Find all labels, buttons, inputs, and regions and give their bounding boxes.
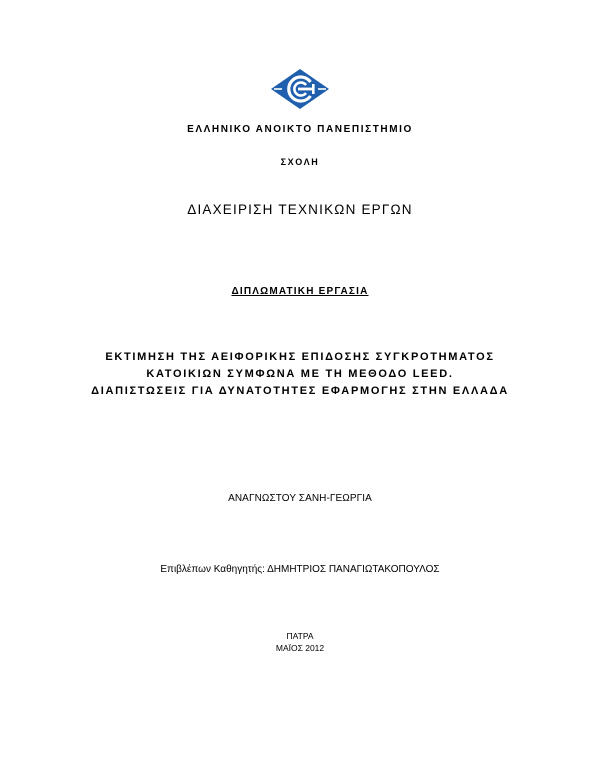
thesis-type-heading (0, 286, 600, 297)
author-name: ΑΝΑΓΝΩΣΤΟΥ ΣΑΝΗ-ΓΕΩΡΓΙΑ (228, 493, 372, 504)
thesis-title-line-1: ΕΚΤΙΜΗΣΗ ΤΗΣ ΑΕΙΦΟΡΙΚΗΣ ΕΠΙΔΟΣΗΣ ΣΥΓΚΡΟΤΗΜΑΤΟΣ (105, 351, 495, 363)
supervisor-line: Επιβλέπων Καθηγητής: ΔΗΜΗΤΡΙΟΣ ΠΑΝΑΓΙΩΤΑΚΟΠΟΥΛΟΣ (160, 564, 440, 575)
thesis-title-line-2: ΚΑΤΟΙΚΙΩΝ ΣΥΜΦΩΝΑ ΜΕ ΤΗ ΜΕΘΟΔΟ LEED. (146, 368, 454, 380)
school-name: ΣΧΟΛΗ (280, 157, 320, 167)
thesis-type-label: ΔΙΠΛΩΜΑΤΙΚΗ ΕΡΓΑΣΙΑ (231, 286, 369, 297)
city-name: ΠΑΤΡΑ (286, 631, 314, 641)
publication-date: ΜΑΪΟΣ 2012 (275, 643, 325, 653)
thesis-title-line-3: ΔΙΑΠΙΣΤΩΣΕΙΣ ΓΙΑ ΔΥΝΑΤΟΤΗΤΕΣ ΕΦΑΡΜΟΓΗΣ ΣΤΗΝ ΕΛΛΑΔΑ (91, 385, 509, 397)
university-logo-icon (270, 68, 330, 110)
university-name: ΕΛΛΗΝΙΚΟ ΑΝΟΙΚΤΟ ΠΑΝΕΠΙΣΤΗΜΙΟ (187, 124, 413, 135)
department-name: ΔΙΑΧΕΙΡΙΣΗ ΤΕΧΝΙΚΩΝ ΕΡΓΩΝ (187, 202, 413, 217)
